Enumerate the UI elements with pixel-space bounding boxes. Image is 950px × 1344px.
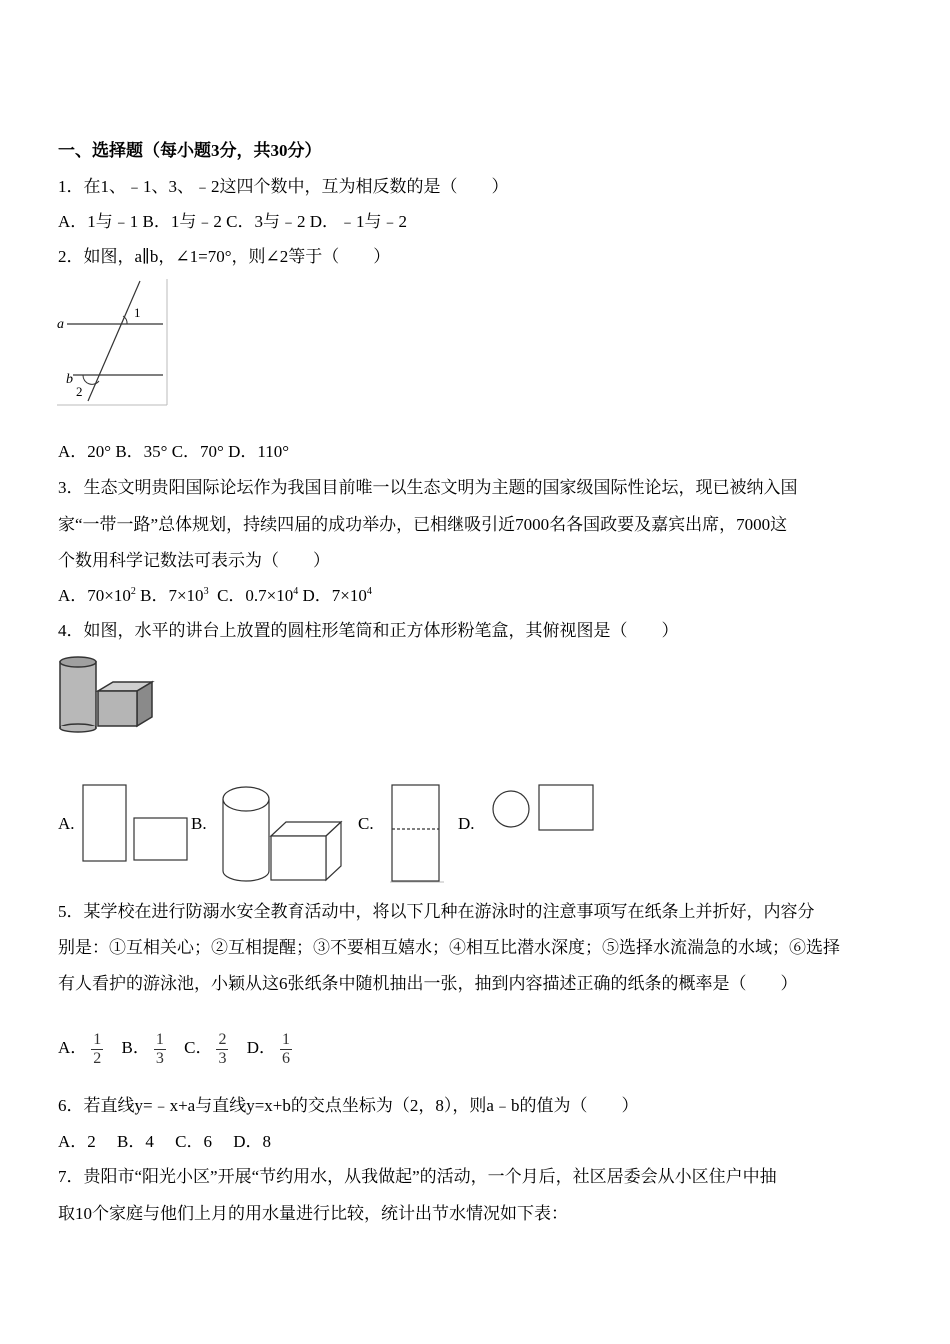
q4-option-d-label: D. <box>458 814 475 833</box>
q6-stem: 6．若直线y=﹣x+a与直线y=x+b的交点坐标为（2，8），则a﹣b的值为（ ） <box>58 1096 639 1115</box>
q2-label-angle-1: 1 <box>134 305 141 320</box>
q4-stem: 4．如图，水平的讲台上放置的圆柱形笔筒和正方体形粉笔盒，其俯视图是（ ） <box>58 621 679 640</box>
q3-line-2: 家“一带一路”总体规划，持续四届的成功举办，已相继吸引近7000名各国政要及嘉宾出席，7000这 <box>58 515 788 534</box>
q5-option-b-label: B． <box>121 1038 150 1057</box>
q4-option-a-figure <box>80 783 192 863</box>
q2-label-angle-2: 2 <box>76 384 83 399</box>
q3-option-c-exp: 4 <box>293 586 299 597</box>
q3-option-a: A．70×10 <box>58 586 131 605</box>
q5-line-1: 5．某学校在进行防溺水安全教育活动中，将以下几种在游泳时的注意事项写在纸条上并折好，内容分 <box>58 902 815 921</box>
q5-option-a-fraction <box>91 1031 103 1068</box>
section-heading: 一、选择题（每小题3分，共30分） <box>58 141 322 160</box>
q3-option-c: C．0.7×10 <box>208 586 294 605</box>
q3-line-1: 3．生态文明贵阳国际论坛作为我国目前唯一以生态文明为主题的国家级国际性论坛，现已被纳入国 <box>58 478 798 497</box>
q7-line-2: 取10个家庭与他们上月的用水量进行比较，统计出节水情况如下表： <box>58 1204 568 1223</box>
fraction-numerator: 2 <box>218 1030 227 1048</box>
q4-option-b-label: B. <box>191 814 207 833</box>
q5-option-d-fraction <box>280 1031 292 1068</box>
q4-option-c-label: C. <box>358 814 374 833</box>
q4-option-c-figure <box>388 783 446 885</box>
q4-option-d-figure <box>488 783 598 833</box>
q2-options: A．20° B．35° C．70° D．110° <box>58 442 290 461</box>
q3-option-a-exp: 2 <box>130 586 136 597</box>
q6-options: A．2 B．4 C．6 D．8 <box>58 1132 271 1151</box>
q5-options <box>58 1030 296 1068</box>
q5-option-a-label: A． <box>58 1038 88 1057</box>
q2-stem: 2．如图，a∥b，∠1=70°，则∠2等于（ ） <box>58 247 391 266</box>
q4-option-a-label: A. <box>58 814 75 833</box>
q3-option-b-exp: 3 <box>203 586 209 597</box>
q1-stem: 1．在1、﹣1、3、﹣2这四个数中，互为相反数的是（ ） <box>58 177 509 196</box>
q3-option-d: D．7×10 <box>298 586 367 605</box>
fraction-denominator: 6 <box>282 1049 290 1067</box>
fraction-denominator: 3 <box>218 1049 227 1067</box>
q3-line-3: 个数用科学记数法可表示为（ ） <box>58 551 330 570</box>
q5-line-3: 有人看护的游泳池，小颖从这6张纸条中随机抽出一张，抽到内容描述正确的纸条的概率是（ ） <box>58 974 798 993</box>
q3-options <box>58 585 372 607</box>
fraction-denominator: 3 <box>155 1049 164 1067</box>
q2-parallel-lines-figure <box>55 279 170 407</box>
fraction-numerator: 1 <box>282 1030 290 1048</box>
q1-options: A．1与﹣1 B．1与﹣2 C．3与﹣2 D．﹣1与﹣2 <box>58 212 407 231</box>
q5-option-d-label: D． <box>246 1038 276 1057</box>
fraction-numerator: 1 <box>93 1030 102 1048</box>
q7-line-1: 7．贵阳市“阳光小区”开展“节约用水，从我做起”的活动，一个月后，社区居委会从小区住户中抽 <box>58 1167 777 1186</box>
q4-option-b-figure <box>218 783 344 883</box>
q5-line-2: 别是：①互相关心；②互相提醒；③不要相互嬉水；④相互比潜水深度；⑤选择水流湍急的水域；⑥选择 <box>58 938 840 957</box>
q3-option-d-exp: 4 <box>366 586 372 597</box>
q4-solids-figure <box>57 654 157 734</box>
q5-option-c-fraction <box>216 1031 228 1068</box>
fraction-numerator: 1 <box>155 1030 164 1048</box>
q3-option-b: B．7×10 <box>135 586 204 605</box>
fraction-denominator: 2 <box>93 1049 102 1067</box>
q5-option-b-fraction <box>154 1031 166 1068</box>
q2-label-a: a <box>57 317 64 332</box>
q2-label-b: b <box>66 372 73 387</box>
q5-option-c-label: C． <box>184 1038 213 1057</box>
